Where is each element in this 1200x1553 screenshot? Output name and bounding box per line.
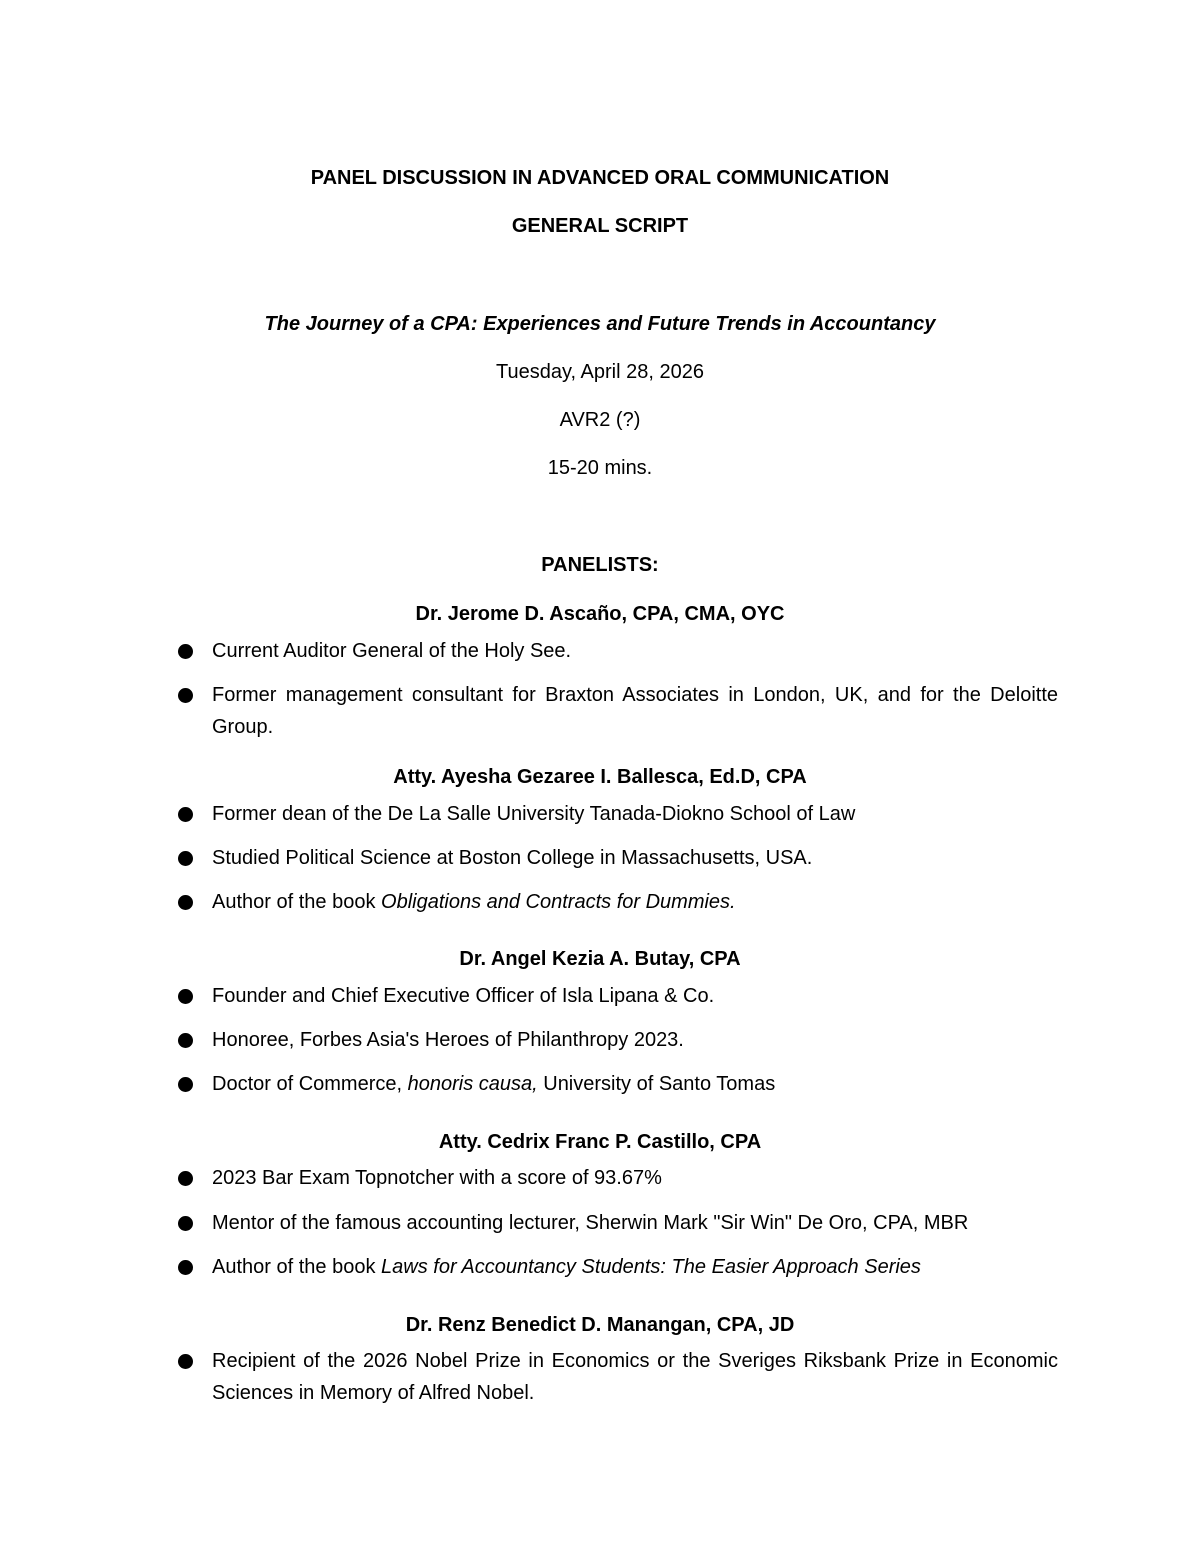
list-item	[178, 1162, 1058, 1194]
list-item-text: 2023 Bar Exam Topnotcher with a score of 93.67%	[212, 1167, 662, 1189]
event-theme: The Journey of a CPA: Experiences and Future Trends in Accountancy	[264, 313, 936, 335]
bullet-icon	[178, 851, 193, 866]
list-item-text-plain: University of Santo Tomas	[537, 1073, 776, 1095]
panelists-heading: PANELISTS:	[541, 554, 659, 576]
list-item-text: Studied Political Science at Boston College in Massachusetts, USA.	[212, 847, 813, 869]
bullet-icon	[178, 644, 193, 659]
panelist-name: Dr. Angel Kezia A. Butay, CPA	[459, 948, 741, 970]
list-item-text: Current Auditor General of the Holy See.	[212, 640, 572, 662]
list-item	[178, 798, 1058, 830]
list-item	[178, 1024, 1058, 1056]
list-item-text-plain: Doctor of Commerce,	[212, 1073, 408, 1095]
bullet-icon	[178, 688, 193, 703]
list-item	[178, 842, 1058, 874]
list-item-text-plain: Author of the book	[212, 891, 382, 913]
latin-phrase: honoris causa,	[407, 1073, 538, 1095]
event-date: Tuesday, April 28, 2026	[496, 361, 704, 383]
panelist-name: Dr. Jerome D. Ascaño, CPA, CMA, OYC	[415, 603, 785, 625]
event-venue: AVR2 (?)	[559, 409, 641, 431]
bullet-icon	[178, 1033, 193, 1048]
bullet-icon	[178, 807, 193, 822]
panelist-name: Atty. Cedrix Franc P. Castillo, CPA	[438, 1131, 762, 1153]
list-item	[178, 679, 1058, 743]
book-title: Obligations and Contracts for Dummies.	[381, 891, 736, 913]
event-duration: 15-20 mins.	[547, 457, 653, 479]
bullet-icon	[178, 895, 193, 910]
list-item-text: Former dean of the De La Salle University Tanada-Diokno School of Law	[212, 803, 856, 825]
list-item-text	[212, 886, 1058, 918]
bullet-icon	[178, 1171, 193, 1186]
list-item-text	[212, 1068, 1058, 1100]
bullet-icon	[178, 1216, 193, 1231]
list-item	[178, 886, 1058, 918]
document-subtitle: GENERAL SCRIPT	[511, 215, 689, 237]
document-title: PANEL DISCUSSION IN ADVANCED ORAL COMMUNICATION	[310, 167, 890, 189]
list-item	[178, 1345, 1058, 1409]
list-item-text: Honoree, Forbes Asia's Heroes of Philanthropy 2023.	[212, 1029, 684, 1051]
list-item-text-plain: Author of the book	[212, 1256, 382, 1278]
bullet-icon	[178, 1260, 193, 1275]
list-item	[178, 635, 1058, 667]
list-item-text: Mentor of the famous accounting lecturer, Sherwin Mark "Sir Win" De Oro, CPA, MBR	[212, 1212, 969, 1234]
panelist-name: Dr. Renz Benedict D. Manangan, CPA, JD	[405, 1314, 795, 1336]
list-item-text: Former management consultant for Braxton Associates in London, UK, and for the Deloitte Group.	[212, 684, 1058, 738]
list-item	[178, 1068, 1058, 1100]
panelist-name: Atty. Ayesha Gezaree I. Ballesca, Ed.D, CPA	[393, 766, 807, 788]
bullet-icon	[178, 989, 193, 1004]
bullet-icon	[178, 1077, 193, 1092]
book-title: Laws for Accountancy Students: The Easier Approach Series	[381, 1256, 921, 1278]
list-item	[178, 980, 1058, 1012]
list-item	[178, 1251, 1058, 1283]
list-item	[178, 1207, 1058, 1239]
bullet-icon	[178, 1354, 193, 1369]
list-item-text: Recipient of the 2026 Nobel Prize in Economics or the Sveriges Riksbank Prize in Economic Sciences in Memory of Alfred Nobel.	[212, 1350, 1058, 1404]
list-item-text: Founder and Chief Executive Officer of Isla Lipana & Co.	[212, 985, 715, 1007]
list-item-text	[212, 1251, 1058, 1283]
